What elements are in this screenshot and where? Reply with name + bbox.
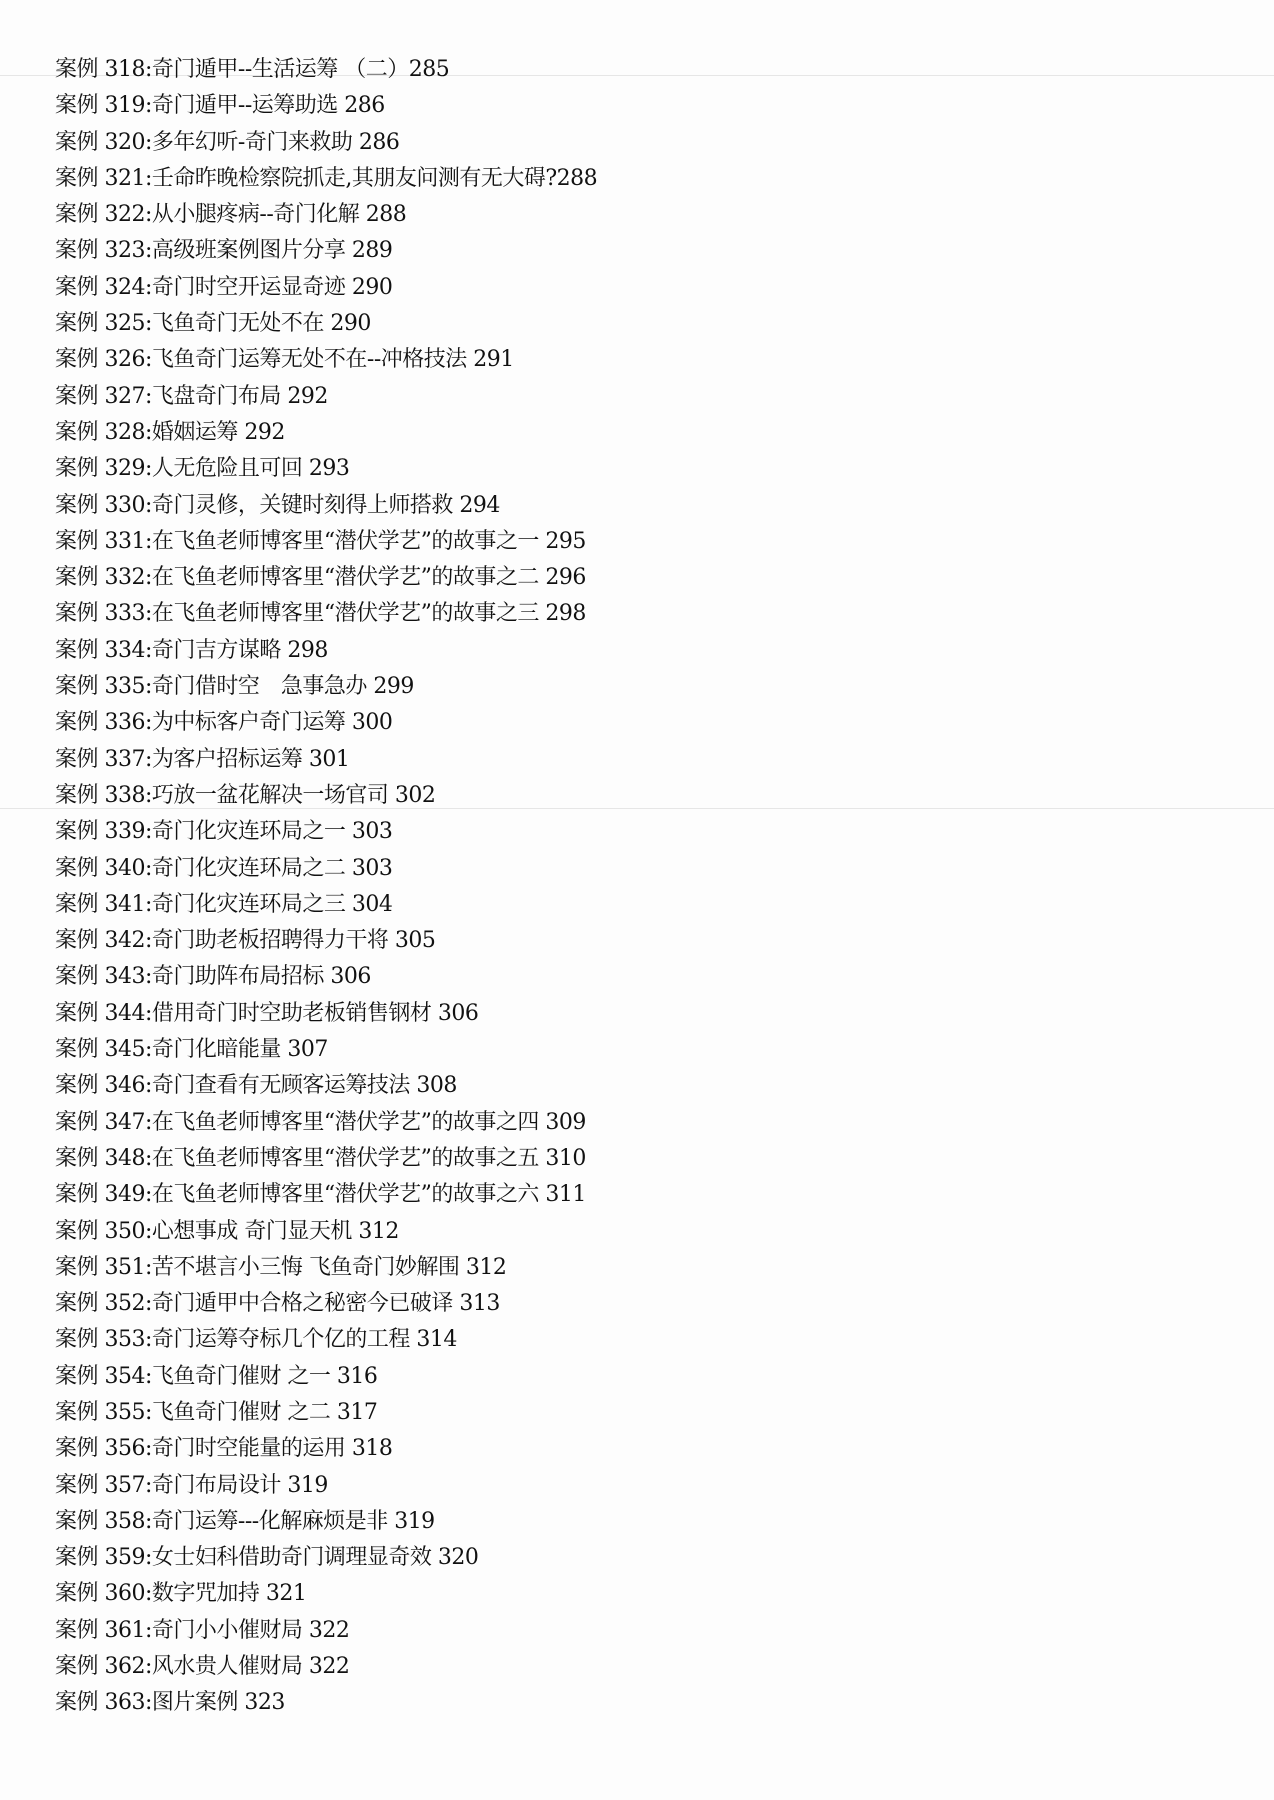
toc-entry: 案例 341:奇门化灾连环局之三 304: [55, 891, 393, 917]
toc-entry: 案例 351:苦不堪言小三悔 飞鱼奇门妙解围 312: [55, 1254, 507, 1280]
toc-entry: 案例 322:从小腿疼病--奇门化解 288: [55, 202, 407, 228]
toc-entry: 案例 321:壬命昨晚检察院抓走,其朋友问测有无大碍?288: [55, 165, 598, 191]
toc-entry: 案例 352:奇门遁甲中合格之秘密今已破译 313: [55, 1291, 500, 1317]
toc-entry: 案例 326:飞鱼奇门运筹无处不在--冲格技法 291: [55, 347, 514, 373]
toc-entry: 案例 353:奇门运筹夺标几个亿的工程 314: [55, 1327, 457, 1353]
toc-entry: 案例 345:奇门化暗能量 307: [55, 1037, 328, 1063]
toc-entry: 案例 319:奇门遁甲--运筹助选 286: [55, 93, 385, 119]
toc-entry: 案例 348:在飞鱼老师博客里“潜伏学艺”的故事之五 310: [55, 1145, 586, 1171]
toc-entry: 案例 350:心想事成 奇门显天机 312: [55, 1218, 399, 1244]
toc-entry: 案例 337:为客户招标运筹 301: [55, 746, 350, 772]
toc-entry: 案例 324:奇门时空开运显奇迹 290: [55, 274, 393, 300]
toc-entry: 案例 357:奇门布局设计 319: [55, 1472, 328, 1498]
toc-entry: 案例 342:奇门助老板招聘得力干将 305: [55, 928, 436, 954]
toc-entry: 案例 332:在飞鱼老师博客里“潜伏学艺”的故事之二 296: [55, 565, 586, 591]
toc-entry: 案例 344:借用奇门时空助老板销售钢材 306: [55, 1000, 479, 1026]
toc-entry: 案例 349:在飞鱼老师博客里“潜伏学艺”的故事之六 311: [55, 1182, 586, 1208]
toc-entry: 案例 361:奇门小小催财局 322: [55, 1617, 350, 1643]
toc-entry: 案例 356:奇门时空能量的运用 318: [55, 1436, 393, 1462]
toc-entry: 案例 354:飞鱼奇门催财 之一 316: [55, 1363, 378, 1389]
toc-entry: 案例 355:飞鱼奇门催财 之二 317: [55, 1399, 378, 1425]
toc-entry: 案例 358:奇门运筹---化解麻烦是非 319: [55, 1508, 435, 1534]
toc-entry: 案例 329:人无危险且可回 293: [55, 456, 350, 482]
toc-entry: 案例 359:女士妇科借助奇门调理显奇效 320: [55, 1545, 479, 1571]
toc-entry: 案例 336:为中标客户奇门运筹 300: [55, 710, 393, 736]
toc-entry: 案例 338:巧放一盆花解决一场官司 302: [55, 782, 436, 808]
toc-entry: 案例 340:奇门化灾连环局之二 303: [55, 855, 393, 881]
toc-entry: 案例 320:多年幻听-奇门来救助 286: [55, 129, 400, 155]
toc-entry: 案例 330:奇门灵修，关键时刻得上师搭救 294: [55, 492, 500, 518]
toc-entry: 案例 331:在飞鱼老师博客里“潜伏学艺”的故事之一 295: [55, 528, 586, 554]
toc-entry: 案例 363:图片案例 323: [55, 1690, 285, 1716]
toc-entry: 案例 346:奇门查看有无顾客运筹技法 308: [55, 1073, 457, 1099]
toc-entry: 案例 362:风水贵人催财局 322: [55, 1654, 350, 1680]
table-of-contents: [55, 52, 597, 1722]
toc-entry: 案例 334:奇门吉方谋略 298: [55, 637, 328, 663]
toc-entry: 案例 325:飞鱼奇门无处不在 290: [55, 311, 371, 337]
toc-entry: 案例 333:在飞鱼老师博客里“潜伏学艺”的故事之三 298: [55, 601, 586, 627]
toc-entry: 案例 343:奇门助阵布局招标 306: [55, 964, 371, 990]
toc-entry: 案例 335:奇门借时空 急事急办 299: [55, 674, 414, 700]
toc-entry: 案例 360:数字咒加持 321: [55, 1581, 307, 1607]
toc-entry: 案例 323:高级班案例图片分享 289: [55, 238, 393, 264]
toc-entry: 案例 347:在飞鱼老师博客里“潜伏学艺”的故事之四 309: [55, 1109, 586, 1135]
toc-entry: 案例 339:奇门化灾连环局之一 303: [55, 819, 393, 845]
toc-entry: 案例 328:婚姻运筹 292: [55, 419, 285, 445]
toc-entry: 案例 327:飞盘奇门布局 292: [55, 383, 328, 409]
toc-entry: 案例 318:奇门遁甲--生活运筹 （二）285: [55, 57, 450, 82]
